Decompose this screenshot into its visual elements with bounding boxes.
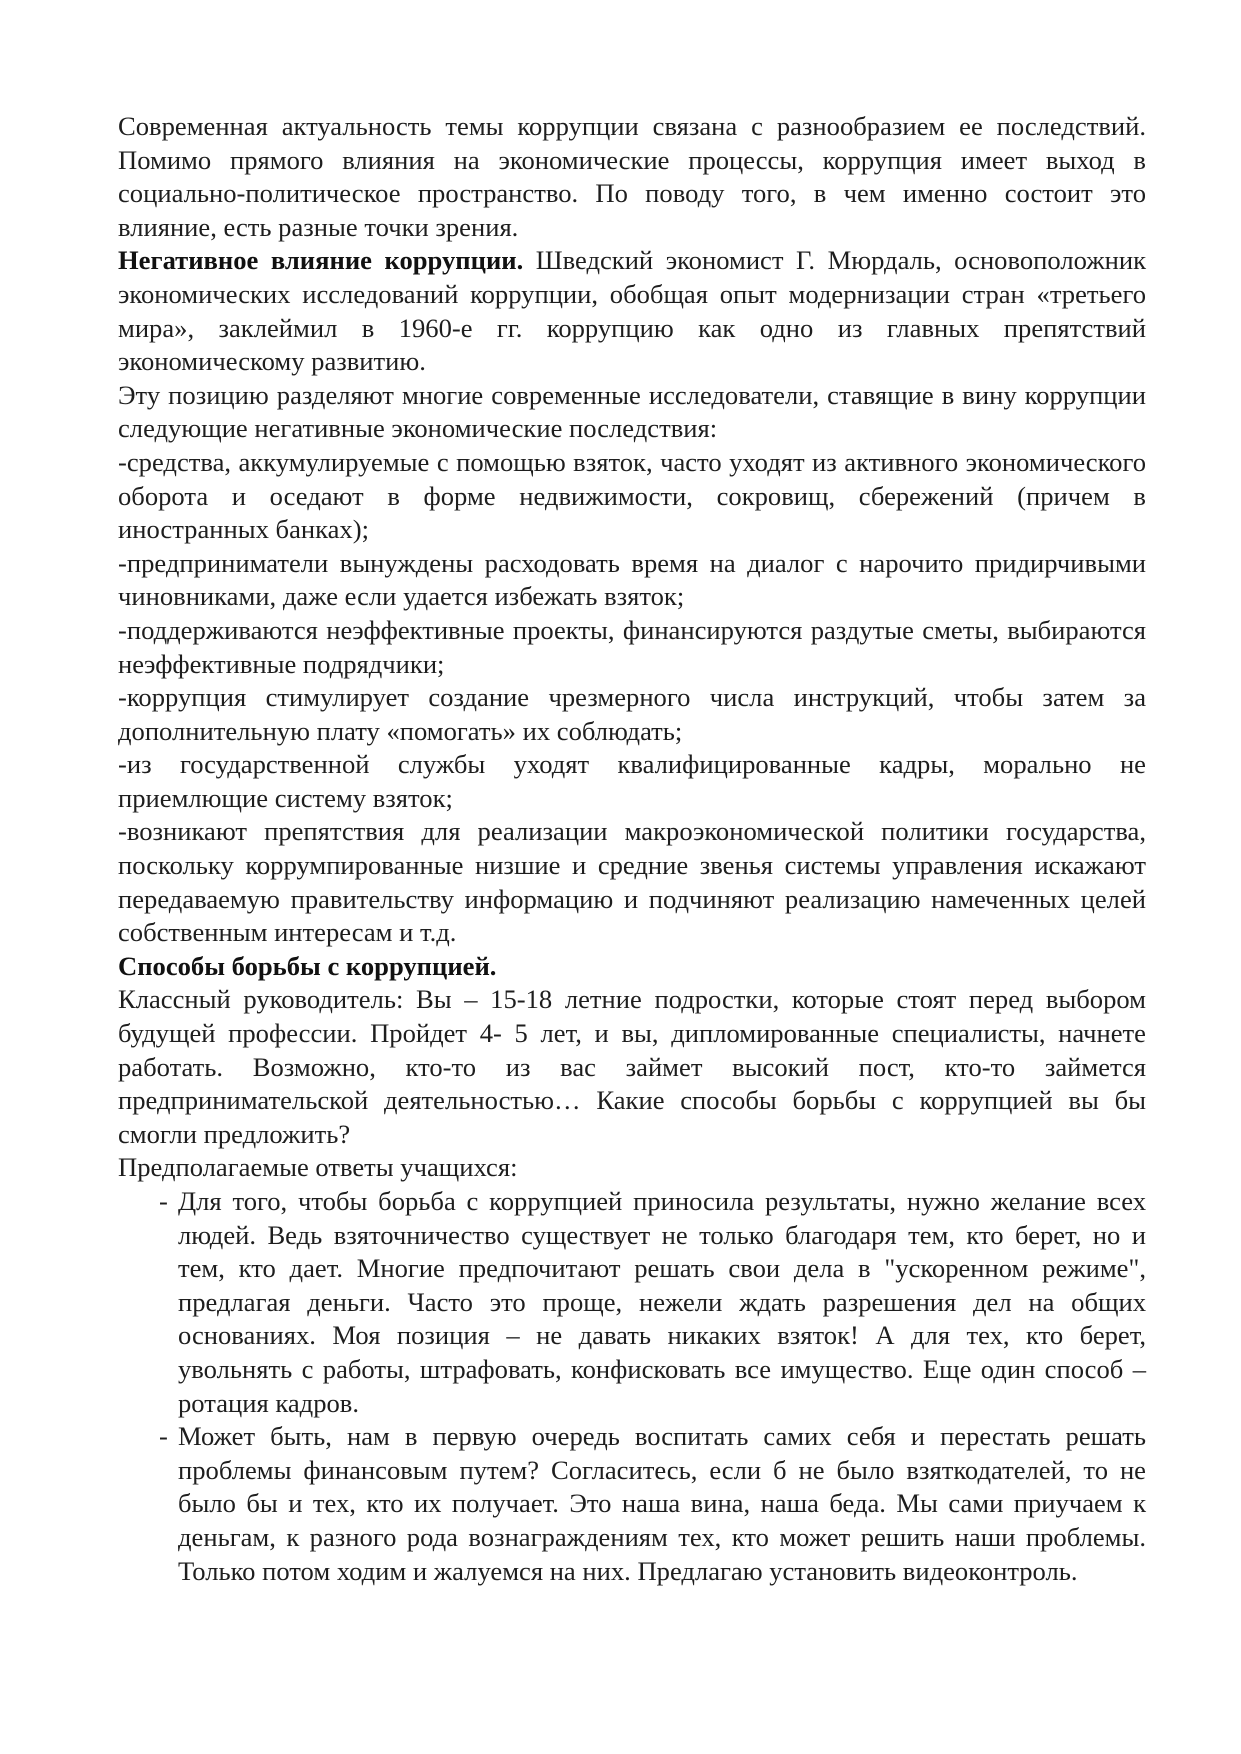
consequence-item: -предприниматели вынуждены расходовать время на диалог с нарочито придирчивыми чиновниками, даже если удается избежать взяток; (118, 547, 1146, 612)
list-item (159, 1185, 1146, 1420)
list-item (159, 1420, 1146, 1588)
consequence-item: -поддерживаются неэффективные проекты, финансируются раздутые сметы, выбираются неэффективные подрядчики; (118, 614, 1146, 679)
consequence-item: -средства, аккумулируемые с помощью взяток, часто уходят из активного экономического оборота и оседают в форме недвижимости, сокровищ, сбережений (причем в иностранных банках); (118, 446, 1146, 545)
answer-text: Для того, чтобы борьба с коррупцией приносила результаты, нужно желание всех людей. Ведь взяточничество существует не только благодаря тем, кто берет, но и тем, кто дает. Многие предпочитают решать свои дела в "ускоренном режиме", предлагая деньги. Часто это проще, нежели ждать разрешения дел на общих основаниях. Моя позиция – не давать никаких взяток! А для тех, кто берет, увольнять с работы, штрафовать, конфисковать все имущество. Еще один способ – ротация кадров. (178, 1186, 1146, 1418)
consequence-item: -возникают препятствия для реализации макроэкономической политики государства, поскольку коррумпированные низшие и средние звенья системы управления искажают передаваемую правительству информацию и подчиняют реализацию намеченных целей собственным интересам и т.д. (118, 816, 1146, 948)
answer-text: Может быть, нам в первую очередь воспитать самих себя и перестать решать проблемы финансовым путем? Согласитесь, если б не было взяткодателей, то не было бы и тех, кто их получает. Это наша вина, наша беда. Мы сами приучаем к деньгам, к разного рода вознаграждениям тех, кто может решить наши проблемы. Только потом ходим и жалуемся на них. Предлагаю установить видеоконтроль. (178, 1421, 1146, 1586)
document-page (118, 110, 1146, 1588)
consequence-item: -из государственной службы уходят квалифицированные кадры, морально не приемлющие систему взяток; (118, 749, 1146, 813)
consequence-item: -коррупция стимулирует создание чрезмерного числа инструкций, чтобы затем за дополнительную плату «помогать» их соблюдать; (118, 682, 1146, 746)
teacher-question: Классный руководитель: Вы – 15-18 летние подростки, которые стоят перед выбором будущей профессии. Пройдет 4- 5 лет, и вы, дипломированные специалисты, начнете работать. Возможно, кто-то из вас займет высокий пост, кто-то займется предпринимательской деятельностью… Какие способы борьбы с коррупцией вы бы смогли предложить? (118, 984, 1146, 1149)
student-answers-list (118, 1185, 1146, 1588)
bullet-dash: - (159, 1186, 168, 1216)
answers-lead: Предполагаемые ответы учащихся: (118, 1152, 518, 1183)
negative-influence-text: Шведский экономист Г. Мюрдаль, основоположник экономических исследований коррупции, обобщая опыт модернизации стран «третьего мира», заклеймил в 1960-е гг. коррупцию как одно из главных препятствий экономическому развитию. (118, 245, 1146, 377)
intro-paragraph: Современная актуальность темы коррупции связана с разнообразием ее последствий. Помимо прямого влияния на экономические процессы, коррупция имеет выход в социально-политическое пространство. По поводу того, в чем именно состоит это влияние, есть разные точки зрения. (118, 111, 1146, 242)
negative-influence-paragraph (118, 244, 1146, 378)
fight-corruption-heading: Способы борьбы с коррупцией. (118, 950, 497, 981)
bullet-dash: - (159, 1421, 168, 1452)
negative-influence-heading: Негативное влияние коррупции. (118, 245, 524, 276)
consequences-lead: Эту позицию разделяют многие современные исследователи, ставящие в вину коррупции следующие негативные экономические последствия: (118, 379, 1146, 444)
